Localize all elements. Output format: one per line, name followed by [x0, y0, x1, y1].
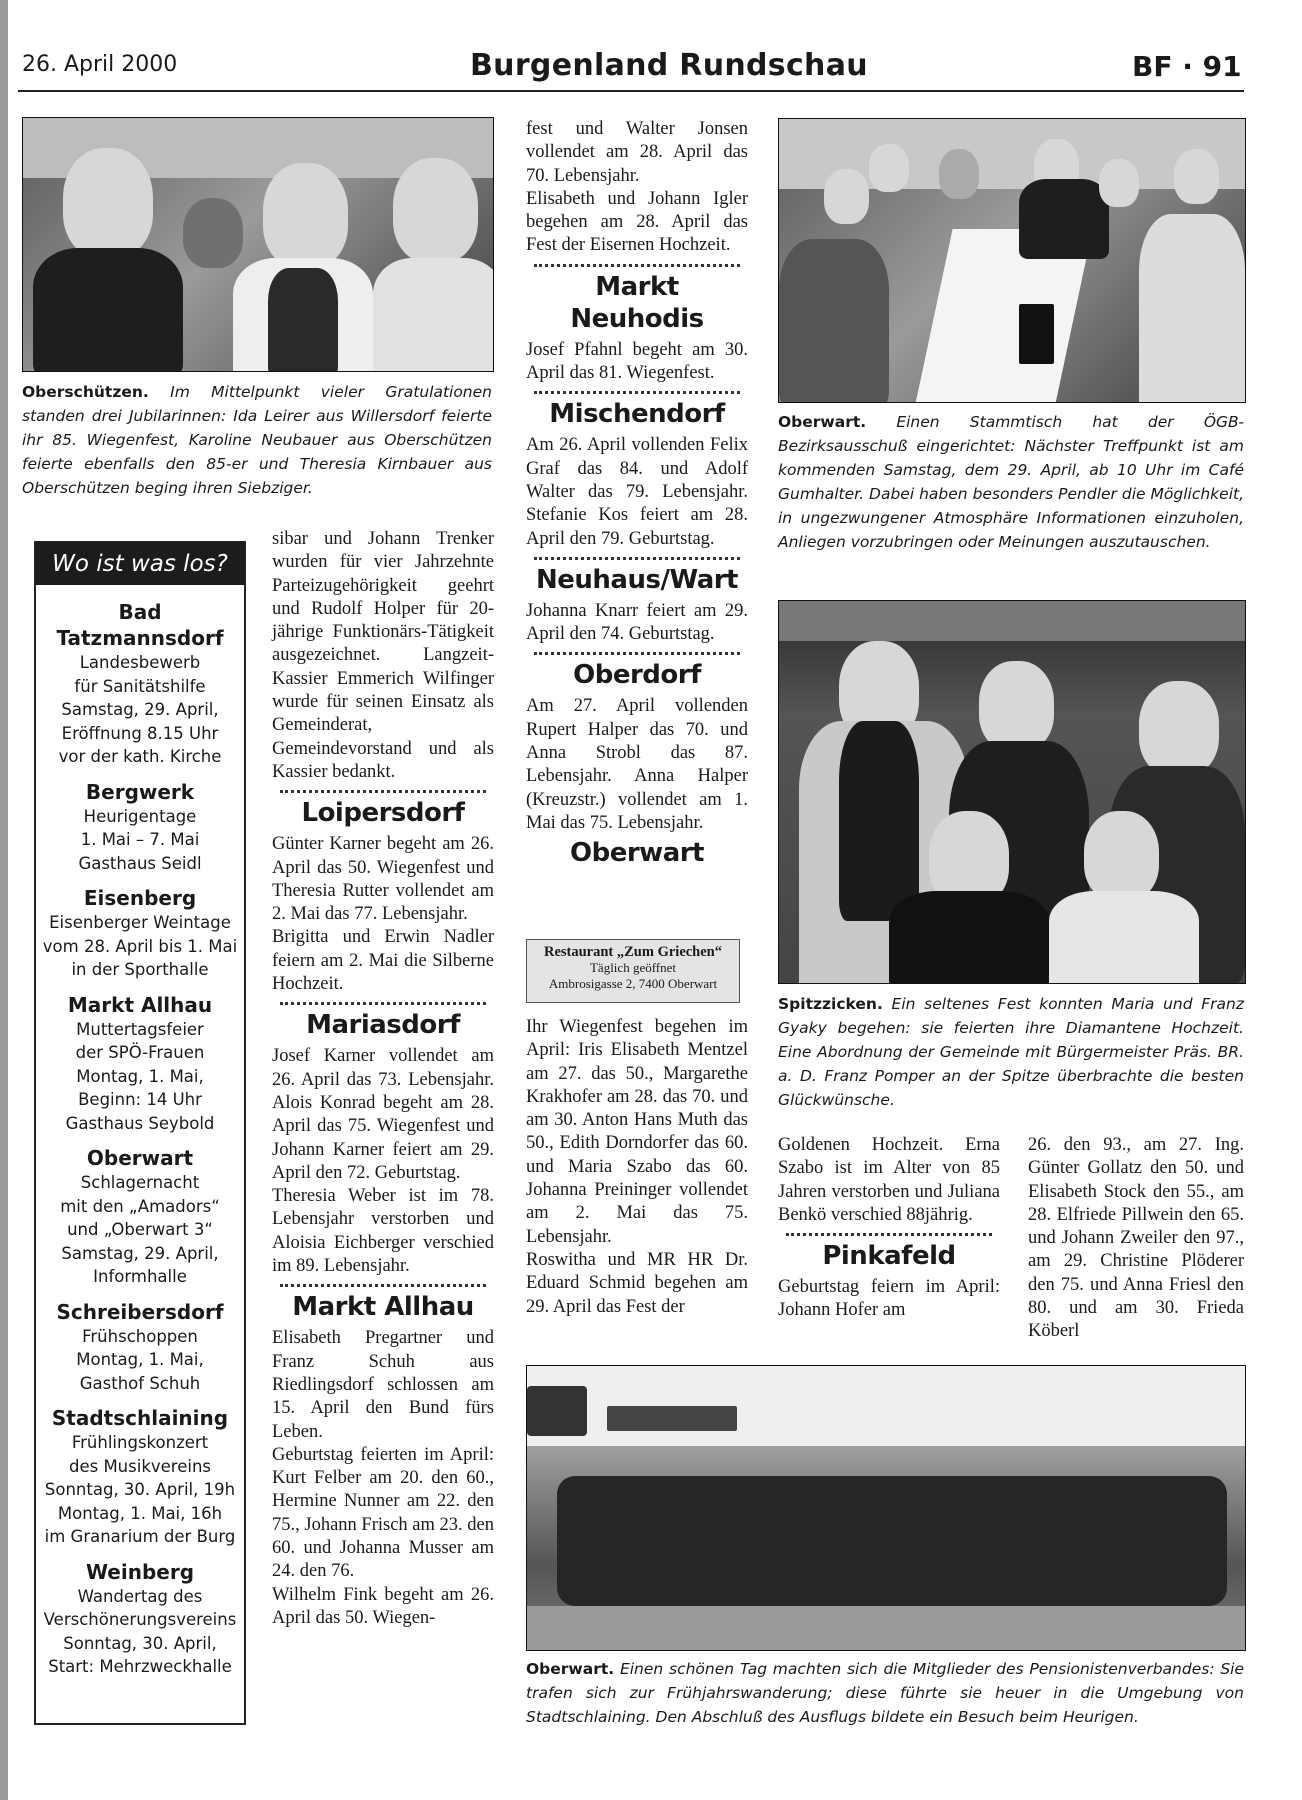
paragraph: Johanna Knarr feiert am 29. April den 74. Geburtstag. — [526, 600, 748, 645]
heading-mischendorf: Mischendorf — [549, 399, 725, 430]
page-number: BF · 91 — [1132, 50, 1242, 83]
event-place: Oberwart — [86, 1146, 194, 1170]
ad-title: Restaurant „Zum Griechen“ — [543, 944, 722, 960]
events-list — [36, 585, 244, 1683]
heading-oberdorf: Oberdorf — [573, 660, 701, 691]
event-detail: Frühlingskonzert — [71, 1433, 209, 1452]
photo-diamantene-hochzeit — [778, 600, 1246, 984]
caption-stammtisch: Oberwart. Einen Stammtisch hat der ÖGB-Bezirksausschuß eingerichtet: Nächster Treffpunkt ist am kommenden Samstag, dem 29. April, ab 10 Uhr im Café Gumhalter. Dabei haben besonders Pendler die Möglichkeit, in ungezwungener Atmosphäre Informationen einzuholen, Anliegen vorzubringen oder Meinungen auszutauschen. — [778, 413, 1244, 551]
masthead: Burgenland Rundschau — [470, 48, 868, 83]
divider — [280, 790, 486, 793]
heading-oberwart: Oberwart — [570, 838, 704, 869]
event-detail: Gasthaus Seybold — [65, 1113, 215, 1133]
event-place: Bergwerk — [85, 779, 195, 804]
divider — [534, 557, 740, 560]
event-place: Markt Allhau — [67, 992, 213, 1017]
event-place: Schreibersdorf — [56, 1299, 224, 1324]
paragraph: Elisabeth und Johann Igler begehen am 28. April das Fest der Eisernen Hochzeit. — [526, 188, 748, 256]
photo-oberschuetzen — [22, 117, 494, 372]
event-detail: für Sanitätshilfe — [74, 676, 206, 696]
column-4 — [778, 1134, 1000, 1323]
event-place: Bad Tatzmannsdorf — [56, 600, 224, 650]
paragraph: Josef Karner vollendet am 26. April das 73. Lebensjahr. Alois Konrad begeht am 28. April das 75. Wiegenfest und Johann Karner feiert am 29. April den 72. Geburtstag. — [272, 1046, 494, 1183]
event-detail: Gasthaus Seidl — [78, 853, 202, 873]
paragraph: Brigitta und Erwin Nadler feiern am 2. Mai die Silberne Hochzeit. — [272, 927, 494, 995]
divider — [280, 1002, 486, 1005]
event-detail: Beginn: 14 Uhr — [78, 1090, 202, 1109]
event-place: Weinberg — [85, 1559, 195, 1584]
paragraph: Goldenen Hochzeit. Erna Szabo ist im Alter von 85 Jahren verstorben und Juliana Benkö verschied 88jährig. — [778, 1135, 1000, 1225]
event-detail: Muttertagsfeier — [76, 1019, 204, 1039]
paragraph: Josef Pfahnl begeht am 30. April das 81. Wiegenfest. — [526, 339, 748, 384]
event-detail: im Granarium der Burg — [44, 1527, 236, 1546]
event-detail: Samstag, 29. April, — [61, 700, 219, 719]
heading-mariasdorf: Mariasdorf — [306, 1010, 460, 1041]
paragraph: Theresia Weber ist im 78. Lebensjahr verstorben und Aloisia Eichberger verschied im 89. Lebensjahr. — [272, 1186, 494, 1277]
event-detail: Landesbewerb — [79, 653, 201, 672]
event-detail: vom 28. April bis 1. Mai — [42, 936, 238, 956]
paragraph: Roswitha und MR HR Dr. Eduard Schmid begehen am 29. April das Fest der — [526, 1249, 748, 1317]
heading-pinkafeld: Pinkafeld — [822, 1241, 956, 1272]
paragraph: fest und Walter Jonsen vollendet am 28. April das 70. Lebensjahr. — [526, 119, 748, 186]
event-detail: in der Sporthalle — [71, 960, 209, 979]
photo-pensionisten — [526, 1365, 1246, 1651]
heading-loipersdorf: Loipersdorf — [301, 798, 465, 829]
caption-diamantene-hochzeit: Spitzzicken. Ein seltenes Fest konnten Maria und Franz Gyaky begehen: sie feierten ihre Diamantene Hochzeit. Eine Abordnung der Gemeinde mit Bürgermeister Präs. BR. a. D. Franz Pomper an der Spitze überbrachte die besten Glückwünsche. — [778, 995, 1244, 1109]
ad-hours: Täglich geöffnet — [589, 960, 677, 975]
events-box — [34, 541, 246, 1725]
paragraph: Am 26. April vollenden Felix Graf das 84. und Adolf Walter das 79. Lebensjahr. Stefanie Kos feiert am 28. April den 79. Geburtstag. — [526, 435, 748, 549]
event-detail: Sonntag, 30. April, — [63, 1633, 217, 1653]
column-2 — [272, 528, 494, 1630]
heading-neuhaus-wart: Neuhaus/Wart — [536, 564, 738, 595]
column-5 — [1028, 1134, 1244, 1344]
paragraph: Geburtstag feierten im April: Kurt Felber am 20. den 60., Hermine Nunner am 22. den 75., Johann Frisch am 23. den 60. und Johanna Musser am 24. den 76. — [272, 1444, 494, 1582]
scan-edge — [0, 0, 8, 1800]
column-3 — [526, 118, 748, 873]
event-place: Stadtschlaining — [51, 1406, 229, 1430]
event-detail: Frühschoppen — [82, 1326, 198, 1346]
event-detail: vor der kath. Kirche — [58, 747, 222, 766]
header-rule — [18, 90, 1244, 92]
issue-date: 26. April 2000 — [22, 52, 178, 77]
paragraph: Am 27. April vollenden Rupert Halper das 70. und Anna Strobl das 87. Lebensjahr. Anna Halper (Kreuzstr.) vollendet am 1. Mai das 75. Lebensjahr. — [526, 696, 748, 833]
restaurant-ad — [526, 939, 740, 1003]
paragraph: Ihr Wiegenfest begehen im April: Iris Elisabeth Mentzel am 27. das 50., Margarethe Krakhofer am 28. das 70. und am 30. Anton Hans Muth das 50., Edith Dorndorfer das 60. und Maria Szabo das 60. Johanna Preininger vollendet am 2. Mai das 75. Lebensjahr. — [526, 1017, 748, 1247]
divider — [534, 652, 740, 655]
divider — [534, 264, 740, 267]
event-detail: Schlagernacht — [80, 1173, 200, 1192]
heading-markt-neuhodis: Markt Neuhodis — [570, 271, 704, 334]
paragraph: 26. den 93., am 27. Ing. Günter Gollatz den 50. und Elisabeth Stock den 55., am 28. Elfriede Pillwein den 65. und Johann Zweiler den 97., am 29. Christine Plöderer den 75. und Anna Friesl den 80. und am 30. Frieda Köberl — [1028, 1135, 1244, 1342]
event-detail: Montag, 1. Mai, — [76, 1066, 204, 1086]
events-box-title: Wo ist was los? — [36, 543, 244, 585]
paragraph: Günter Karner begeht am 26. April das 50. Wiegenfest und Theresia Rutter vollendet am 2. Mai das 77. Lebensjahr. — [272, 834, 494, 925]
event-detail: mit den „Amadors“ — [60, 1196, 220, 1216]
event-detail: Samstag, 29. April, — [61, 1243, 219, 1263]
event-detail: Gasthof Schuh — [79, 1373, 201, 1393]
paragraph: Wilhelm Fink begeht am 26. April das 50. Wiegen- — [272, 1584, 494, 1628]
event-detail: Verschönerungsvereins — [43, 1610, 237, 1629]
divider — [534, 391, 740, 394]
event-detail: Wandertag des — [77, 1586, 203, 1606]
event-detail: Heurigentage — [83, 806, 197, 826]
divider — [786, 1233, 992, 1236]
event-detail: Montag, 1. Mai, — [76, 1350, 204, 1369]
event-detail: und „Oberwart 3“ — [67, 1220, 213, 1239]
paragraph: Geburtstag feiern im April: Johann Hofer am — [778, 1277, 1000, 1321]
event-place: Eisenberg — [83, 886, 197, 910]
event-detail: Eröffnung 8.15 Uhr — [61, 723, 219, 743]
event-detail: 1. Mai – 7. Mai — [80, 830, 200, 849]
ad-address: Ambrosigasse 2, 7400 Oberwart — [548, 976, 718, 991]
col2-intro: sibar und Johann Trenker wurden für vier Jahrzehnte Parteizugehörigkeit geehrt und Rudolf Holper für 20-jährige Funktionärs-Tätigkeit ausgezeichnet. Langzeit-Kassier Emmerich Wilfinger wurde für seinen Einsatz als Gemeinderat, Gemeindevorstand und als Kassier bedankt. — [272, 529, 494, 782]
event-detail: der SPÖ-Frauen — [75, 1043, 205, 1062]
divider — [280, 1284, 486, 1287]
column-3-continued — [526, 1016, 748, 1319]
event-detail: Sonntag, 30. April, 19h — [44, 1480, 236, 1499]
event-detail: des Musikvereins — [68, 1456, 212, 1476]
heading-markt-allhau: Markt Allhau — [292, 1292, 474, 1323]
event-detail: Informhalle — [93, 1267, 187, 1286]
caption-pensionisten: Oberwart. Einen schönen Tag machten sich die Mitglieder des Pensionistenverbandes: Sie trafen sich zur Frühjahrswanderung; diese führte sie heuer in die Umgebung von Stadtschlaining. Den Abschluß des Ausflugs bildete ein Besuch beim Heurigen. — [526, 1660, 1244, 1726]
event-detail: Montag, 1. Mai, 16h — [57, 1503, 223, 1523]
photo-stammtisch — [778, 118, 1246, 403]
event-detail: Start: Mehrzweckhalle — [48, 1657, 232, 1676]
event-detail: Eisenberger Weintage — [49, 913, 231, 932]
caption-oberschuetzen: Oberschützen. Im Mittelpunkt vieler Gratulationen standen drei Jubilarinnen: Ida Leirer aus Willersdorf feierte ihr 85. Wiegenfest, Karoline Neubauer aus Oberschützen feierte ebenfalls den 85-er und Theresia Kirnbauer aus Oberschützen beging ihren Siebziger. — [22, 383, 492, 497]
paragraph: Elisabeth Pregartner und Franz Schuh aus Riedlingsdorf schlossen am 15. April den Bund fürs Leben. — [272, 1328, 494, 1442]
